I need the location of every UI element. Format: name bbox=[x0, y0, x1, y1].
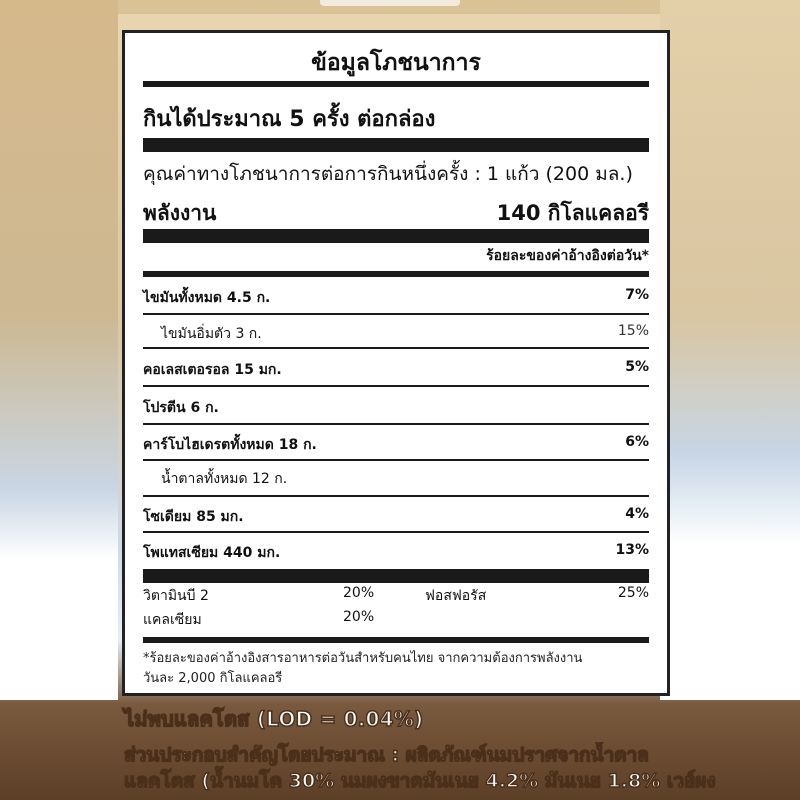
panel-title: ข้อมูลโภชนาการ bbox=[311, 50, 481, 76]
nutrient-row bbox=[143, 323, 649, 345]
nutrient-percent: 5% bbox=[625, 359, 649, 375]
energy-row bbox=[143, 197, 649, 230]
daily-value-header: ร้อยละของค่าอ้างอิงต่อวัน* bbox=[486, 248, 649, 264]
nutrient-percent: 4% bbox=[625, 506, 649, 522]
divider-thin bbox=[143, 423, 649, 425]
mineral-percent: 25% bbox=[617, 585, 649, 601]
nutrient-row bbox=[143, 506, 649, 528]
divider-thin bbox=[143, 385, 649, 387]
divider-thin bbox=[143, 347, 649, 349]
nutrient-percent: 6% bbox=[625, 434, 649, 450]
mineral-label: แคลเซียม bbox=[143, 612, 202, 628]
footnote: *ร้อยละของค่าอ้างอิงสารอาหารต่อวันสำหรับคนไทย จากความต้องการพลังงาน bbox=[143, 651, 583, 666]
energy-value: 140 กิโลแคลอรี bbox=[496, 201, 649, 225]
divider-thin bbox=[143, 313, 649, 315]
nutrient-row bbox=[143, 397, 649, 419]
divider bbox=[143, 637, 649, 643]
divider-thick bbox=[143, 138, 649, 152]
divider bbox=[143, 81, 649, 87]
nutrient-label: โซเดียม 85 มก. bbox=[143, 509, 244, 525]
nutrient-row bbox=[143, 542, 649, 564]
nutrient-label: น้ำตาลทั้งหมด 12 ก. bbox=[161, 471, 288, 487]
ingredients-text bbox=[124, 742, 800, 794]
divider bbox=[143, 271, 649, 277]
vitamin-label: วิตามินบี 2 bbox=[143, 588, 209, 604]
brand-logo-fragment bbox=[320, 0, 460, 6]
divider-thin bbox=[143, 459, 649, 461]
nutrient-row bbox=[143, 287, 649, 309]
nutrient-percent: 7% bbox=[625, 287, 649, 303]
ingredients-line: แลคโตส (น้ำนมโค 30% นมผงขาดมันเนย 4.2% มันเนย 1.8% เวย์ผง bbox=[124, 770, 716, 792]
footnote: วันละ 2,000 กิโลแคลอรี bbox=[143, 671, 283, 686]
divider-thick bbox=[143, 229, 649, 243]
nutrient-label: โพแทสเซียม 440 มก. bbox=[143, 545, 281, 561]
divider-thick bbox=[143, 569, 649, 583]
nutrient-label: ไขมันทั้งหมด 4.5 ก. bbox=[143, 290, 271, 306]
nutrient-label: คอเลสเตอรอล 15 มก. bbox=[143, 362, 282, 378]
divider-thin bbox=[143, 531, 649, 533]
vitamin-percent: 20% bbox=[343, 585, 375, 601]
nutrient-label: โปรตีน 6 ก. bbox=[143, 400, 219, 416]
nutrient-label: ไขมันอิ่มตัว 3 ก. bbox=[161, 326, 262, 342]
nutrient-percent: 13% bbox=[615, 542, 649, 558]
ingredients-line: ส่วนประกอบสำคัญโดยประมาณ : ผลิตภัณฑ์นมปราศจากน้ำตาล bbox=[124, 744, 649, 766]
nutrient-row bbox=[143, 359, 649, 381]
nutrient-row bbox=[143, 468, 649, 490]
servings-per-container: กินได้ประมาณ 5 ครั้ง ต่อกล่อง bbox=[143, 107, 436, 132]
nutrient-percent: 15% bbox=[617, 323, 649, 339]
package-left-background bbox=[0, 0, 118, 700]
nutrient-row bbox=[143, 434, 649, 456]
energy-label: พลังงาน bbox=[143, 201, 217, 225]
nutrient-label: คาร์โบไฮเดรตทั้งหมด 18 ก. bbox=[143, 437, 317, 453]
lactose-free-note: ไม่พบแลคโตส (LOD = 0.04%) bbox=[124, 707, 424, 731]
mineral-label: ฟอสฟอรัส bbox=[425, 588, 487, 604]
vitamins-minerals bbox=[143, 585, 649, 629]
serving-size: คุณค่าทางโภชนาการต่อการกินหนึ่งครั้ง : 1 แก้ว (200 มล.) bbox=[143, 163, 633, 185]
mineral-percent: 20% bbox=[343, 609, 375, 625]
nutrition-facts-panel bbox=[122, 30, 670, 696]
divider-thin bbox=[143, 495, 649, 497]
